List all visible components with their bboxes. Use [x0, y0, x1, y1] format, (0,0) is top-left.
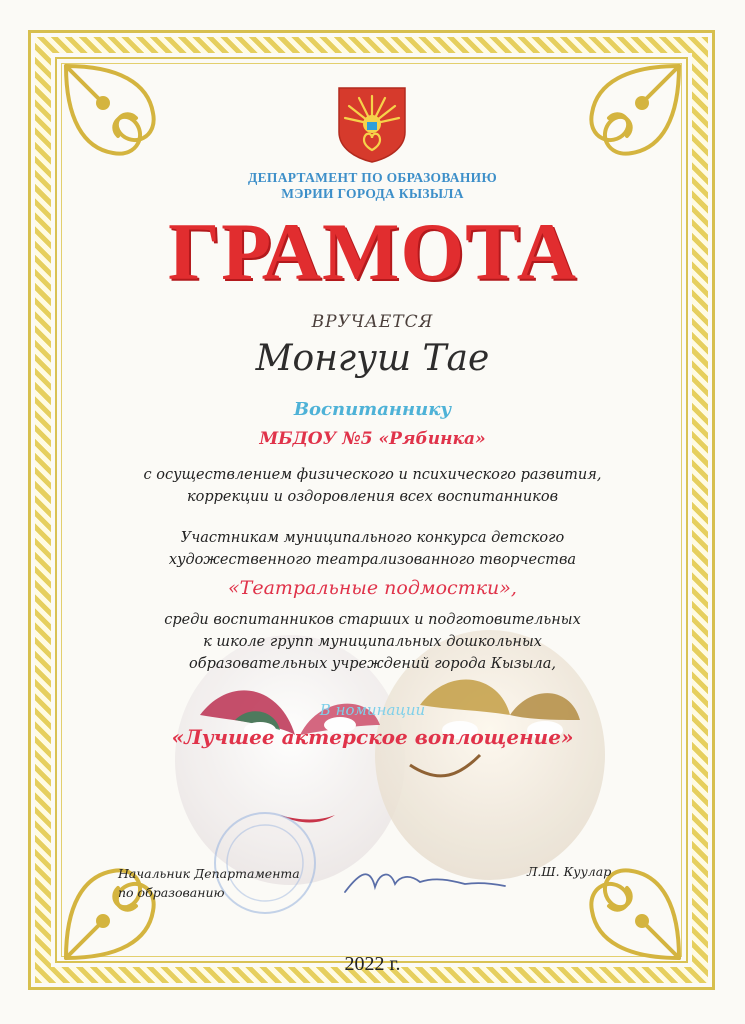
- signatory-position-line-1: Начальник Департамента: [118, 866, 300, 881]
- certificate-year: 2022 г.: [344, 953, 401, 975]
- nomination-label: В номинации: [319, 701, 426, 719]
- participation-line-2: художественного театрализованного творчества: [168, 552, 577, 568]
- description-line-2: коррекции и оздоровления всех воспитанников: [186, 489, 559, 505]
- corner-ornament-top-right: [567, 58, 687, 178]
- city-coat-of-arms-icon: [331, 84, 413, 164]
- certificate-title: ГРАМОТА: [168, 206, 577, 297]
- recipient-name: Монгуш Тае: [255, 338, 490, 379]
- department-line-2: МЭРИИ ГОРОДА КЫЗЫЛА: [281, 186, 464, 201]
- description-line-1: с осуществлением физического и психического развития,: [143, 467, 602, 483]
- contest-name: «Театральные подмостки»,: [228, 577, 517, 599]
- corner-ornament-top-left: [58, 58, 178, 178]
- participation-line-1: Участникам муниципального конкурса детского: [180, 530, 565, 546]
- signatory-name: Л.Ш. Куулар: [527, 864, 612, 879]
- among-line-3: образовательных учреждений города Кызыла,: [189, 656, 556, 672]
- awarded-label: ВРУЧАЕТСЯ: [311, 312, 434, 332]
- recipient-role: Воспитаннику: [293, 399, 452, 420]
- handwritten-signature: [340, 862, 510, 902]
- signatory-position: [118, 864, 300, 902]
- nomination-title: «Лучшее актерское воплощение»: [171, 725, 574, 749]
- among-line-1: среди воспитанников старших и подготовительных: [164, 612, 581, 628]
- institution-name: МБДОУ №5 «Рябинка»: [259, 429, 486, 449]
- signatory-position-line-2: по образованию: [118, 885, 225, 900]
- department-line-1: ДЕПАРТАМЕНТ ПО ОБРАЗОВАНИЮ: [248, 170, 497, 185]
- among-line-2: к школе групп муниципальных дошкольных: [203, 634, 542, 650]
